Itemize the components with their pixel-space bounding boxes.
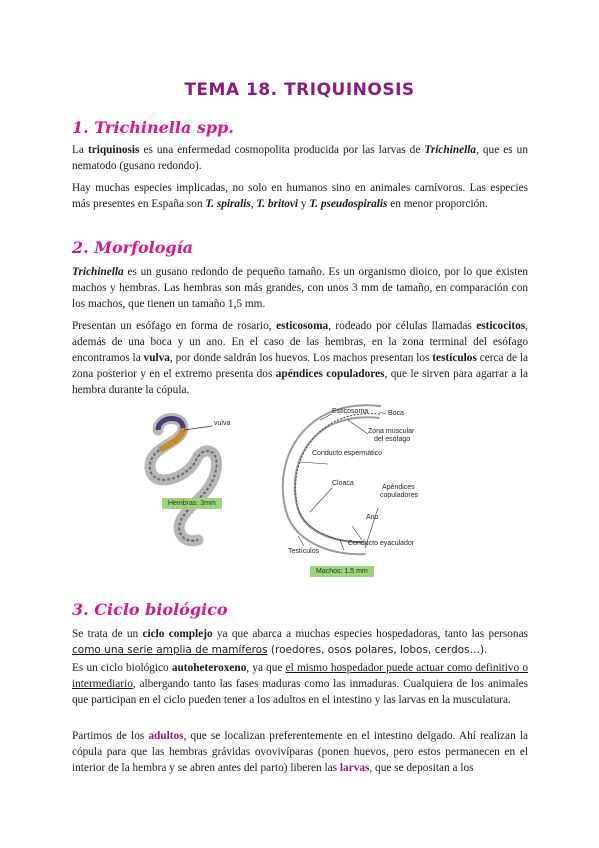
figure-male-trichinella xyxy=(270,400,450,580)
zona-muscular-label-2: del esófago xyxy=(374,436,411,443)
boca-label: Boca xyxy=(388,410,404,417)
document-title: TEMA 18. TRIQUINOSIS xyxy=(184,80,415,100)
zona-muscular-label: Zona muscular xyxy=(368,428,415,435)
conducto-espermatico-label: Conducto espermático xyxy=(312,450,383,457)
esticosoma-label: Esticosoma xyxy=(332,408,369,415)
ano-label: Ano xyxy=(366,514,379,521)
cloaca-label: Cloaca xyxy=(332,480,354,487)
female-size-tag: Hembras: 3mm xyxy=(162,498,222,509)
male-size-tag: Machos: 1.5 mm xyxy=(310,566,374,577)
paragraph-adultos-larvas: Partimos de los adultos, que se localizan preferentemente en el intestino delgado. Ahí realizan la cópula para que las hembras grávidas ovovivíparas (ponen huevos, pero estos permanecen en el interior de la hembra y se abren antes del parto) liberen las larvas, que se depositan a los xyxy=(72,730,528,774)
apendices-label-2: copuladores xyxy=(380,492,419,499)
paragraph-ciclo-complejo: Se trata de un ciclo complejo ya que abarca a muchas especies hospedadoras, tanto las personas como una serie amplia de mamíferos (roedores, osos polares, lobos, cerdos…). xyxy=(72,628,528,656)
female-worm-drawing xyxy=(138,408,248,548)
vulva-label: vulva xyxy=(214,420,231,427)
paragraph-morfologia-intro: Trichinella es un gusano redondo de pequeño tamaño. Es un organismo dioico, por lo que existen machos y hembras. Las hembras son más grandes, con unos 3 mm de tamaño, en comparación con los machos, que tienen un tamaño 1,5 mm. xyxy=(72,266,528,310)
figure-female-trichinella xyxy=(138,408,248,548)
paragraph-autoheteroxeno: Es un ciclo biológico autoheteroxeno, ya que el mismo hospedador puede actuar como definitivo o intermediario, albergando tanto las fases maduras como las inmaduras. Cualquiera de los animales que participan en el ciclo pueden tener a los adultos en el intestino y las larvas en la musculatura. xyxy=(72,662,528,706)
male-worm-drawing xyxy=(270,400,450,560)
paragraph-triquinosis-intro: La triquinosis es una enfermedad cosmopolita producida por las larvas de Trichinella, que es un nematodo (gusano redondo). xyxy=(72,144,528,172)
conducto-eyaculador-label: Conducto eyaculador xyxy=(348,540,415,547)
paragraph-esticosoma: Presentan un esófago en forma de rosario, esticosoma, rodeado por células llamadas esticocitos, además de una boca y un ano. En el caso de las hembras, en la zona terminal del esófago encontramos la vulva, por donde saldrán los huevos. Los machos presentan los testículos cerca de la zona posterior y en el extremo presenta dos apéndices copuladores, que le sirven para agarrar a la hembra durante la cópula. xyxy=(72,320,528,396)
section-heading-morfologia: 2. Morfología xyxy=(72,238,194,257)
paragraph-species: Hay muchas especies implicadas, no solo en humanos sino en animales carnívoros. Las especies más presentes en España son T. spiralis, T. britovi y T. pseudospiralis en menor proporción. xyxy=(72,182,528,210)
apendices-label: Apéndices xyxy=(382,484,415,491)
section-heading-ciclo: 3. Ciclo biológico xyxy=(72,600,228,619)
testiculos-label: Testículos xyxy=(288,548,320,555)
section-heading-trichinella: 1. Trichinella spp. xyxy=(72,118,234,137)
